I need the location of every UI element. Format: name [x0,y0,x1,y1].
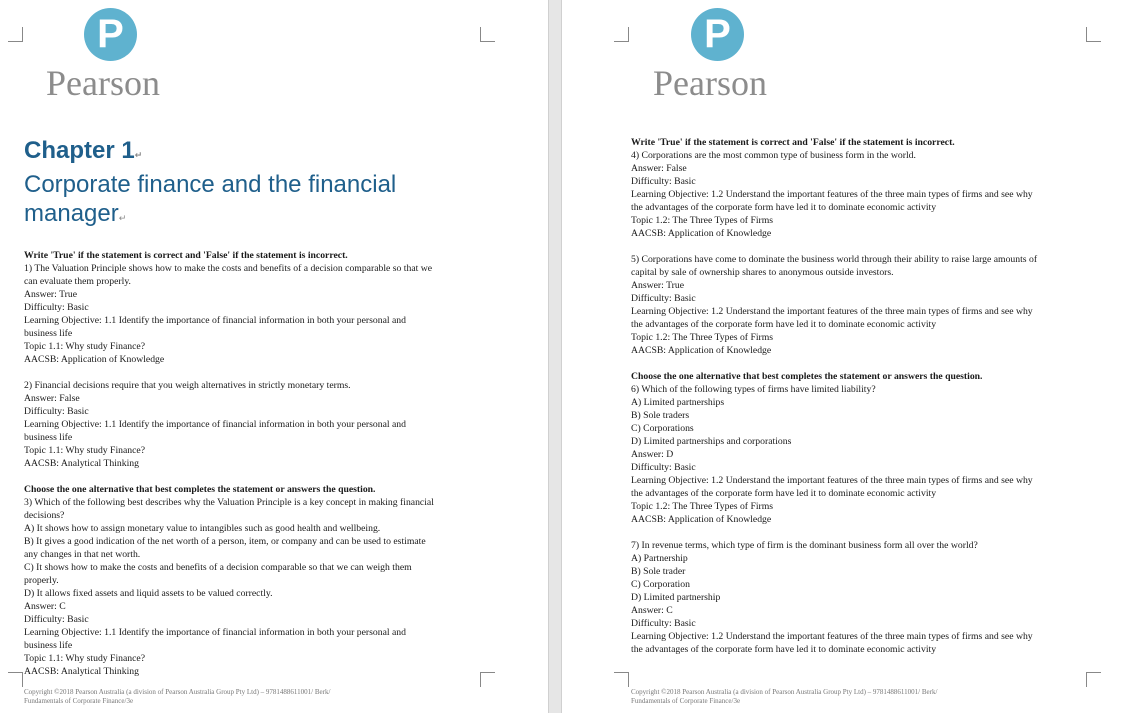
text-line [24,301,480,314]
line-text: Difficulty: Basic [24,302,89,313]
line-text: AACSB: Analytical Thinking [24,666,139,677]
line-text: 6) Which of the following types of firms have limited liability? [631,384,876,395]
text-line [24,353,480,366]
chapter-title-line2: manager [24,200,119,227]
text-line [24,509,480,522]
line-text: A) Partnership [631,553,688,564]
line-text: Answer: C [631,605,673,616]
line-text: A) Limited partnerships [631,397,725,408]
text-line [631,461,1087,474]
text-line [631,253,1087,266]
line-text: Answer: True [631,280,685,291]
text-line [24,574,480,587]
pearson-logo [653,8,783,103]
text-line [631,617,1087,630]
chapter-heading: Chapter 1↵ Corporate finance and the financial manager↵ [24,137,494,234]
text-line [24,262,480,275]
line-text: the advantages of the corporate form have led it to dominate economic activity [631,644,937,655]
line-text: decisions? [24,510,65,521]
text-line [631,513,1087,526]
line-text: 5) Corporations have come to dominate the business world through their ability to raise large amounts of [631,254,1038,265]
line-text: the advantages of the corporate form have led it to dominate economic activity [631,202,937,213]
pearson-p-icon: P [691,8,744,61]
line-text: AACSB: Application of Knowledge [631,514,772,525]
line-text: C) It shows how to make the costs and benefits of a decision comparable so that we can weigh them [24,562,412,573]
text-line [631,305,1087,318]
line-text: Difficulty: Basic [24,614,89,625]
document-page-left [0,0,548,713]
text-line [24,548,480,561]
text-line [631,500,1087,513]
line-text: the advantages of the corporate form have led it to dominate economic activity [631,319,937,330]
line-text: Topic 1.2: The Three Types of Firms [631,501,774,512]
text-line [631,149,1087,162]
line-text: Difficulty: Basic [631,462,696,473]
footer-copyright: Copyright ©2018 Pearson Australia (a division of Pearson Australia Group Pty Ltd) – 9781488611001/ Berk/ [631,688,938,696]
pearson-logo [46,8,176,103]
line-text: D) Limited partnership [631,592,721,603]
text-line [24,340,480,353]
line-text: business life [24,432,73,443]
line-text: Answer: False [631,163,687,174]
line-text: AACSB: Application of Knowledge [24,354,165,365]
line-text: can evaluate them properly. [24,276,131,287]
text-line [631,396,1087,409]
text-line [631,604,1087,617]
line-text: business life [24,328,73,339]
text-line [24,444,480,457]
blank-line [631,240,1087,253]
text-line [24,626,480,639]
line-text: Topic 1.2: The Three Types of Firms [631,332,774,343]
line-text: 4) Corporations are the most common type of business form in the world. [631,150,916,161]
line-text: properly. [24,575,59,586]
instruction-line [24,249,480,262]
text-line [24,535,480,548]
line-text: capital by sale of ownership shares to anonymous outside investors. [631,267,894,278]
line-text: D) It allows fixed assets and liquid assets to be valued correctly. [24,588,273,599]
text-line [24,665,480,678]
text-line [24,327,480,340]
text-line [24,600,480,613]
crop-mark [480,27,495,42]
text-line [24,379,480,392]
text-line [631,630,1087,643]
line-text: AACSB: Analytical Thinking [24,458,139,469]
pearson-wordmark: Pearson [46,63,160,103]
text-line [631,383,1087,396]
line-text: B) It gives a good indication of the net worth of a person, item, or company and can be used to estimate [24,536,426,547]
line-text: 3) Which of the following best describes why the Valuation Principle is a key concept in making financial [24,497,434,508]
line-text: Answer: False [24,393,80,404]
blank-line [24,470,480,483]
text-line [24,639,480,652]
text-line [631,175,1087,188]
line-text: Answer: True [24,289,78,300]
instruction-line [24,483,480,496]
text-line [24,405,480,418]
text-line [631,591,1087,604]
text-line [24,314,480,327]
crop-mark [1086,672,1101,687]
crop-mark [614,27,629,42]
question-list-right [631,136,1087,656]
crop-mark [480,672,495,687]
text-line [631,565,1087,578]
question-list-left [24,236,480,678]
line-text: 7) In revenue terms, which type of firm is the dominant business form all over the world? [631,540,978,551]
crop-mark [8,27,23,42]
line-text: 1) The Valuation Principle shows how to make the costs and benefits of a decision comparable so that we [24,263,433,274]
line-text: business life [24,640,73,651]
text-line [631,578,1087,591]
text-line [631,318,1087,331]
pearson-wordmark: Pearson [653,63,767,103]
text-line [24,431,480,444]
line-text: Learning Objective: 1.2 Understand the important features of the three main types of firms and see why [631,306,1033,317]
line-text: A) It shows how to assign monetary value to intangibles such as good health and wellbeing. [24,523,381,534]
line-text: Learning Objective: 1.1 Identify the importance of financial information in both your personal and [24,315,406,326]
pearson-p-icon: P [84,8,137,61]
text-line [24,275,480,288]
text-line [24,561,480,574]
line-text: Topic 1.2: The Three Types of Firms [631,215,774,226]
blank-line [24,366,480,379]
line-text: Choose the one alternative that best completes the statement or answers the question. [24,484,376,495]
text-line [631,214,1087,227]
text-line [24,288,480,301]
line-text: the advantages of the corporate form have led it to dominate economic activity [631,488,937,499]
text-line [631,201,1087,214]
text-line [24,457,480,470]
text-line [631,448,1087,461]
page-footer [631,688,1031,706]
text-line [631,539,1087,552]
instruction-line [631,136,1087,149]
text-line [24,613,480,626]
text-line [631,344,1087,357]
line-text: C) Corporations [631,423,694,434]
crop-mark [614,672,629,687]
blank-line [631,357,1087,370]
footer-book-title: Fundamentals of Corporate Finance/3e [24,697,134,705]
line-text: Answer: D [631,449,674,460]
text-line [24,587,480,600]
line-text: Learning Objective: 1.1 Identify the importance of financial information in both your personal and [24,627,406,638]
line-text: Learning Objective: 1.2 Understand the important features of the three main types of firms and see why [631,631,1033,642]
line-text: 2) Financial decisions require that you weigh alternatives in strictly monetary terms. [24,380,351,391]
chapter-title-line1: Corporate finance and the financial [24,171,397,198]
line-text: Learning Objective: 1.2 Understand the important features of the three main types of firms and see why [631,189,1033,200]
line-text: Topic 1.1: Why study Finance? [24,653,146,664]
line-text: D) Limited partnerships and corporations [631,436,792,447]
line-text: Write 'True' if the statement is correct and 'False' if the statement is incorrect. [631,137,955,148]
text-line [24,496,480,509]
line-text: any changes in that net worth. [24,549,141,560]
text-line [631,422,1087,435]
text-line [24,522,480,535]
blank-line [631,526,1087,539]
text-line [631,552,1087,565]
crop-mark [1086,27,1101,42]
text-line [631,331,1087,344]
text-line [631,643,1087,656]
text-line [24,418,480,431]
text-line [631,188,1087,201]
line-text: Topic 1.1: Why study Finance? [24,445,146,456]
text-line [631,227,1087,240]
page-gutter [548,0,562,713]
line-text: Learning Objective: 1.2 Understand the important features of the three main types of firms and see why [631,475,1033,486]
text-line [631,409,1087,422]
text-line [631,279,1087,292]
instruction-line [631,370,1087,383]
line-text: Difficulty: Basic [24,406,89,417]
text-line [631,435,1087,448]
footer-book-title: Fundamentals of Corporate Finance/3e [631,697,741,705]
footer-copyright: Copyright ©2018 Pearson Australia (a division of Pearson Australia Group Pty Ltd) – 9781488611001/ Berk/ [24,688,331,696]
text-line [631,292,1087,305]
line-text: B) Sole trader [631,566,686,577]
line-text: Difficulty: Basic [631,618,696,629]
line-text: Difficulty: Basic [631,293,696,304]
crop-mark [8,672,23,687]
text-line [631,162,1087,175]
text-line [631,474,1087,487]
line-text: Difficulty: Basic [631,176,696,187]
text-line [24,392,480,405]
line-text: AACSB: Application of Knowledge [631,228,772,239]
page-footer [24,688,424,706]
line-text: Choose the one alternative that best completes the statement or answers the question. [631,371,983,382]
line-text: Answer: C [24,601,66,612]
line-text: Topic 1.1: Why study Finance? [24,341,146,352]
text-line [24,652,480,665]
text-line [631,487,1087,500]
chapter-number: Chapter 1 [24,137,135,164]
line-text: AACSB: Application of Knowledge [631,345,772,356]
line-text: B) Sole traders [631,410,690,421]
blank-line [24,236,480,249]
line-text: Learning Objective: 1.1 Identify the importance of financial information in both your personal and [24,419,406,430]
line-text: C) Corporation [631,579,690,590]
text-line [631,266,1087,279]
line-text: Write 'True' if the statement is correct and 'False' if the statement is incorrect. [24,250,348,261]
document-page-right [562,0,1124,713]
